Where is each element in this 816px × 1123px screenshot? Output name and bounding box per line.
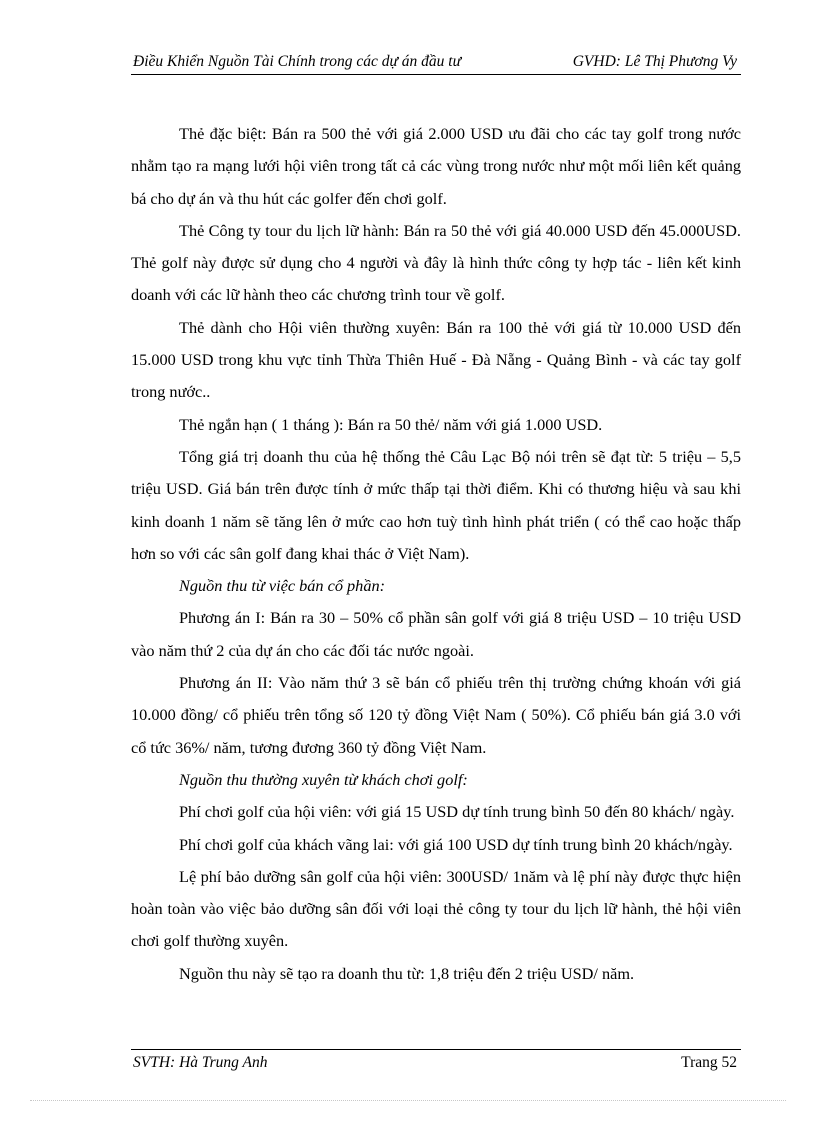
header-supervisor: GVHD: Lê Thị Phương Vy [572, 53, 737, 70]
paragraph-short-term-card: Thẻ ngắn hạn ( 1 tháng ): Bán ra 50 thẻ/ năm với giá 1.000 USD. [179, 414, 603, 434]
paragraph-member-fee: Phí chơi golf của hội viên: với giá 15 USD dự tính trung bình 50 đến 80 khách/ ngày. [179, 802, 735, 822]
page-boundary-divider [30, 1100, 786, 1101]
header-document-title: Điều Khiển Nguồn Tài Chính trong các dự án đầu tư [133, 53, 462, 70]
paragraph-maintenance-fee: Lệ phí bảo dưỡng sân golf của hội viên: 300USD/ 1năm và lệ phí này được thực hiện hoàn toàn vào việc bảo dưỡng sân đối với loại thẻ công ty tour du lịch lữ hành, thẻ hội viên chơi golf thường xuyên. [131, 866, 741, 951]
heading-regular-player-revenue: Nguồn thu thường xuyên từ khách chơi golf: [179, 769, 468, 789]
paragraph-visitor-fee: Phí chơi golf của khách vãng lai: với giá 100 USD dự tính trung bình 20 khách/ngày. [179, 834, 733, 854]
paragraph-tour-company-card: Thẻ Công ty tour du lịch lữ hành: Bán ra 50 thẻ với giá 40.000 USD đến 45.000USD. Thẻ golf này được sử dụng cho 4 người và đây là hình thức công ty hợp tác - liên kết kinh doanh với các lữ hành theo các chương trình tour về golf. [131, 220, 741, 305]
paragraph-total-revenue: Tổng giá trị doanh thu của hệ thống thẻ Câu Lạc Bộ nói trên sẽ đạt từ: 5 triệu – 5,5 triệu USD. Giá bán trên được tính ở mức thấp tại thời điểm. Khi có thương hiệu và sau khi kinh doanh 1 năm sẽ tăng lên ở mức cao hơn tuỳ tình hình phát triển ( có thể cao hoặc thấp hơn so với các sân golf đang khai thác ở Việt Nam). [131, 446, 741, 563]
page-number: Trang 52 [681, 1054, 737, 1071]
document-body [131, 118, 741, 990]
paragraph-option-two: Phương án II: Vào năm thứ 3 sẽ bán cổ phiếu trên thị trường chứng khoán với giá 10.000 đồng/ cổ phiếu trên tổng số 120 tỷ đồng Việt Nam ( 50%). Cổ phiếu bán giá 3.0 với cổ tức 36%/ năm, tương đương 360 tỷ đồng Việt Nam. [131, 673, 741, 757]
page-footer [131, 1049, 741, 1076]
heading-share-sale-revenue: Nguồn thu từ việc bán cổ phần: [179, 576, 386, 596]
footer-student-name: SVTH: Hà Trung Anh [133, 1054, 268, 1071]
paragraph-revenue-summary: Nguồn thu này sẽ tạo ra doanh thu từ: 1,8 triệu đến 2 triệu USD/ năm. [179, 963, 635, 983]
paragraph-special-card: Thẻ đặc biệt: Bán ra 500 thẻ với giá 2.000 USD ưu đãi cho các tay golf trong nước nhằm tạo ra mạng lưới hội viên trong tất cả các vùng trong nước như một mối liên kết quảng bá cho dự án và thu hút các golfer đến chơi golf. [131, 124, 741, 208]
paragraph-option-one: Phương án I: Bán ra 30 – 50% cổ phần sân golf với giá 8 triệu USD – 10 triệu USD vào năm thứ 2 của dự án cho các đối tác nước ngoài. [131, 608, 741, 660]
page-header [131, 52, 741, 75]
paragraph-regular-member-card: Thẻ dành cho Hội viên thường xuyên: Bán ra 100 thẻ với giá từ 10.000 USD đến 15.000 USD trong khu vực tỉnh Thừa Thiên Huế - Đà Nẵng - Quảng Bình - và các tay golf trong nước.. [131, 317, 741, 402]
